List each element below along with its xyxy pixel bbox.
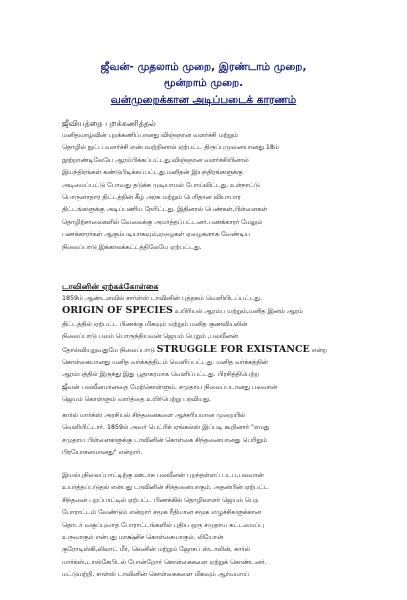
text-line: பிரயோசனமானது" என்றார். [62, 449, 143, 457]
text-line: பணக்காரர்கள் ஆகும்படியாகவும்,ஏழைகள் ஏழைகளாக வேண்டிய [62, 231, 250, 239]
text-line: குரோடிஸ்கி,லிலாட் மீர், லெனின் மற்றும் ஜோசப் ஸ்டாலின், கார்ல் [62, 546, 250, 554]
paragraph-struggle [62, 470, 376, 582]
english-phrase: STRUGGLE FOR EXISTANCE [156, 343, 310, 355]
text-line: தொழிற்சாலைகளில் வேலைக்கு அமர்த்தப்பட்டனர்.பணக்காரர் மேலும் [62, 218, 263, 226]
text-line: மட்டுமற்றி, சாள்ஸ் டாவினின் கொள்கைகளை மிகவும் ஆர்வமாய் [62, 571, 249, 579]
paragraph-marx [62, 410, 376, 460]
text-line: தொழில் நுட்ப வளர்ச்சி என்பவற்றினால் ஏற்பட்ட திருப்புமுனையானது 18ம் [62, 144, 279, 152]
text-line: கொள்கையானது மனித வர்க்கத்திடம் வெளிப்பட்டது. மனித வர்க்கத்தின் [62, 359, 268, 367]
section-heading-darwin: டாவினின் ஏற்கக்கோள்கை [62, 282, 159, 291]
text-line: வெளியிட்டார். 1859ல் அவர் பெட்ரிக் ஏங்கல்ஸ் இப்படி கூறினார் "எமது [62, 424, 270, 432]
text-line: 1859ம் ஆண்டளவில் சார்ள்ஸ் டாவினின் புத்தகம் வெளியிடப்பட்டது. [62, 295, 262, 302]
text-line: நிலைப்பாடு பலம் பொருந்தியவன் ஜெயம் பெறும் ,பலவீனன் [62, 333, 238, 341]
text-line: நூற்றாண்டிலேயே ஆரம்பிக்கப்பட்டது.விஞ்ஞான வளர்ச்சியினால் [62, 156, 249, 164]
text-line: அடிமைப்பட்டு போவது தடுக்க முடியாமல் போய்விட்டது. உள்நாட்டு [62, 181, 260, 189]
text-line: உயர்த்தப்படுதல் என்பது டாவினின் சிந்தனையாகும். அதன்பின் ஏற்பட்ட [62, 484, 269, 492]
text-line: மார்க்ஸ்,டாஸ்கேபிடல் போன்றோர் கொள்கைகளை ஏற்றுக் கொண்டனர். [62, 558, 267, 566]
section-heading-rejection: ஜீவியத்தை புறக்கணித்தல் [62, 119, 156, 128]
text-line: ஆரம்பத்தில் இருந்து இது பூதாகரமாக வெளிப்பட்டது. பிரசித்திபெற்ற [62, 371, 259, 379]
text-line: திட்டத்தில் ஏற்பட்ட பிணக்கு மிகவும் மற்றும் மனித குணவியலின் [62, 320, 248, 328]
text-line: பொருளாதார திட்டத்தின் கீழ் அரசு மற்றும் பெரிதான வியாபார [62, 194, 241, 202]
text-line: உருவாகும் என்பது மாக்ஷ்சிச கொள்கையாகும். லியோன் [62, 534, 224, 542]
title-line-1: ஜீவன்- முதலாம் முறை, இரண்டாம் முறை, [100, 61, 307, 73]
paragraph-rejection [62, 130, 376, 254]
title-line-2: மூன்றாம் முறை. [163, 77, 244, 89]
text-line: தோல்வியுறுவதுமே நிலைப்பாடு STRUGGLE FOR EXISTANCE என்ற [62, 343, 328, 355]
text-line: தொடர் வகுப்புவாத போராட்டங்களில் புதிய ஒரு சமுதாய கட்டமைப்பு [62, 521, 264, 529]
text-line: மனிதவாழ்வின் புறக்கணிப்பானது விஞ்ஞான வளர்ச்சி மற்றும் [62, 132, 239, 139]
text-line: சமுதாய பிள்ளைகளுக்கு டாவினின் கொள்கை சிந்தனையானது பெரிதும் [62, 436, 268, 444]
text-line: சிந்தனை புறப்பாட்டில் ஏற்பட்ட பிணக்கில் தொழிலாளர் ஜெயம் பெற [62, 496, 259, 504]
text-line: இயல்புநிலைப்பாட்டிற்கு ஊடாக பலவீனன் புறந்தள்ளப் படப,பலவான் [62, 472, 264, 479]
text-line: கார்ல் மார்க்ஸ் அரசியல் சிந்தனைகளை ஆச்சரியமான முறையில் [62, 412, 246, 419]
text-line: ORIGIN OF SPECIES உயிரியல் ஆரம்ப மற்றும்,மனித இனம் ஆரம் [62, 305, 304, 317]
text-line: ஜெயம் கொள்ளும் வார்த்தை உயிர்பெற்று பரவியது. [62, 396, 212, 404]
text-line: போராட்டம் வேண்டும் என்றார் சமூக ரீதியான சமூக எழுச்சிகளுக்கான [62, 509, 262, 517]
text-line: ஜீவன் பலவீனமானதை மேற்கொள்ளும். சமுதாய நிலைப்படானது பலவான் [62, 383, 278, 391]
text-line: நிலைப்பாடு இக்காலக்கட்டத்திலேயே ஏற்பட்டது. [62, 243, 202, 251]
title-line-3: வன்முறைக்கான அடிப்படைக் காரணம் [110, 94, 297, 106]
book-title: ORIGIN OF SPECIES [62, 305, 173, 317]
paragraph-darwin [62, 293, 376, 407]
text-line: இயந்திரங்கள் கண்டுபிடிக்கப்பட்டது.மனிதன் இயந்திரங்களுக்கு [62, 169, 243, 177]
text-line: திட்டங்களுக்கு அடிப்பணிய நேரிட்டது. இதினால் பெண்கள்,பிள்ளைகள் [62, 206, 268, 214]
